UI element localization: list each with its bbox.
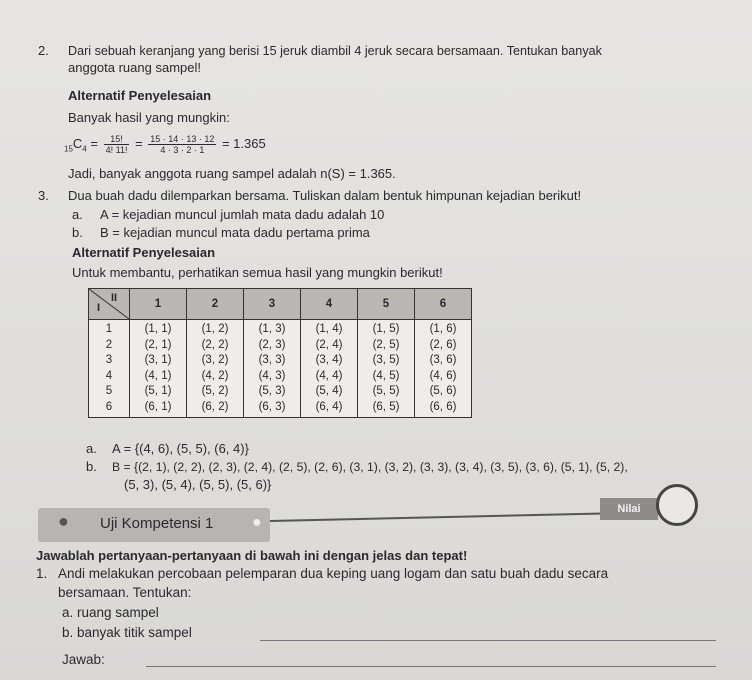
table-column-6 (415, 320, 472, 418)
table-cell: (5, 1) (144, 385, 172, 397)
table-cell: (2, 6) (429, 338, 457, 351)
q3-a-text: A = kejadian muncul jumlah mata dadu adalah 10 (100, 207, 385, 222)
banner-end-icon: ● (252, 514, 262, 531)
table-cell: (5, 5) (372, 385, 400, 397)
table-body-row (89, 320, 472, 418)
q2-formula (64, 133, 266, 161)
nilai-score-circle (656, 484, 698, 526)
table-cell: (5, 3) (258, 385, 286, 397)
uk1-number: 1. (36, 566, 48, 581)
uk1-item-a: a. ruang sampel (62, 605, 159, 620)
table-cell: (6, 4) (315, 400, 343, 413)
column-header: 4 (301, 289, 358, 320)
column-header: 6 (415, 289, 472, 320)
answer-b-line2: (5, 3), (5, 4), (5, 5), (5, 6)} (124, 477, 272, 492)
row-header: 4 (105, 369, 113, 382)
row-headers (89, 320, 130, 418)
fraction-factorial (104, 134, 130, 155)
formula-eq1: = (90, 136, 98, 151)
uk1-item-b: b. banyak titik sampel (62, 625, 192, 640)
section-title: Uji Kompetensi 1 (100, 515, 214, 532)
table-cell: (4, 6) (429, 369, 457, 382)
uk1-jawab: Jawab: (62, 652, 105, 667)
table-cell: (6, 6) (429, 400, 457, 413)
table-cell: (4, 2) (201, 369, 229, 382)
fraction-num: 15 · 14 · 13 · 12 (150, 134, 215, 145)
table-cell: (1, 2) (201, 323, 229, 335)
table-header-row (89, 289, 472, 320)
q2-alt-heading: Alternatif Penyelesaian (68, 88, 212, 103)
table-cell: (6, 5) (372, 400, 400, 413)
q2-intro: Banyak hasil yang mungkin: (68, 110, 230, 125)
table-cell: (3, 1) (144, 354, 172, 366)
table-cell: (5, 2) (201, 385, 229, 397)
fraction-den: 4 · 3 · 2 · 1 (160, 145, 205, 156)
column-header: 2 (187, 289, 244, 320)
table-cell: (1, 5) (372, 323, 400, 335)
row-header: 6 (105, 400, 113, 413)
formula-r: 4 (82, 144, 87, 154)
row-header: 1 (105, 323, 113, 335)
table-cell: (3, 5) (372, 354, 400, 366)
table-cell: (2, 1) (144, 338, 172, 351)
corner-label-i: I (97, 302, 101, 314)
q2-text-line2: anggota ruang sampel! (68, 60, 201, 75)
q2-conclusion: Jadi, banyak anggota ruang sampel adalah n(S) = 1.365. (68, 166, 396, 181)
fraction-num: 15! (104, 134, 130, 145)
column-header: 5 (358, 289, 415, 320)
q3-b-label: b. (72, 225, 83, 240)
q3-a-label: a. (72, 207, 83, 222)
formula-n: 15 (64, 144, 73, 154)
table-cell: (3, 4) (315, 354, 343, 366)
uk1-text-line2: bersamaan. Tentukan: (58, 585, 192, 600)
table-cell: (2, 2) (201, 338, 229, 351)
formula-c: C (72, 136, 83, 151)
banner-icon: ● (58, 511, 69, 531)
answer-b-line1: B = {(2, 1), (2, 2), (2, 3), (2, 4), (2, 5), (2, 6), (3, 1), (3, 2), (3, 3), (3, 4), (3, 5), (3, 6), (5, 1), (5, 2), (112, 460, 628, 474)
q2-text-line1: Dari sebuah keranjang yang berisi 15 jeruk diambil 4 jeruk secara bersamaan. Tentukan banyak (68, 44, 602, 58)
table-column-1 (130, 320, 187, 418)
table-cell: (4, 5) (372, 369, 400, 382)
table-corner (89, 289, 130, 320)
table-cell: (6, 3) (258, 400, 286, 413)
table-cell: (1, 3) (258, 323, 286, 335)
table-cell: (2, 3) (258, 338, 286, 351)
table-cell: (6, 1) (144, 400, 172, 413)
table-cell: (4, 3) (258, 369, 286, 382)
dice-outcomes-table (88, 288, 472, 418)
table-column-5 (358, 320, 415, 418)
table-cell: (5, 6) (429, 385, 457, 397)
q3-intro: Untuk membantu, perhatikan semua hasil yang mungkin berikut! (72, 265, 443, 280)
table-cell: (1, 4) (315, 323, 343, 335)
table-cell: (5, 4) (315, 385, 343, 397)
section-instruction: Jawablah pertanyaan-pertanyaan di bawah ini dengan jelas dan tepat! (36, 548, 468, 563)
table-cell: (3, 2) (201, 354, 229, 366)
answer-a-label: a. (86, 441, 97, 456)
q3-b-text: B = kejadian muncul mata dadu pertama prima (100, 225, 370, 240)
row-header: 5 (105, 385, 113, 397)
table-column-3 (244, 320, 301, 418)
column-header: 1 (130, 289, 187, 320)
nilai-label: Nilai (617, 503, 641, 515)
answer-writing-line (146, 666, 716, 667)
q3-text: Dua buah dadu dilemparkan bersama. Tuliskan dalam bentuk himpunan kejadian berikut! (68, 188, 582, 203)
table-cell: (3, 6) (429, 354, 457, 366)
row-header: 2 (105, 338, 113, 351)
uk1-text-line1: Andi melakukan percobaan pelemparan dua keping uang logam dan satu buah dadu secara (58, 566, 609, 581)
formula-result: = 1.365 (221, 136, 266, 151)
answer-b-label: b. (86, 459, 97, 474)
table-cell: (4, 1) (144, 369, 172, 382)
q3-alt-heading: Alternatif Penyelesaian (72, 245, 216, 260)
formula-eq2: = (135, 136, 143, 151)
table-cell: (1, 6) (429, 323, 457, 335)
table-column-2 (187, 320, 244, 418)
nilai-label-box (600, 498, 658, 520)
q2-number: 2. (38, 43, 49, 58)
fraction-product (148, 134, 216, 155)
answer-writing-line (260, 640, 716, 641)
answer-a-text: A = {(4, 6), (5, 5), (6, 4)} (112, 441, 249, 456)
row-header: 3 (105, 354, 113, 366)
table-cell: (3, 3) (258, 354, 286, 366)
table-column-4 (301, 320, 358, 418)
column-header: 3 (244, 289, 301, 320)
q3-number: 3. (38, 188, 49, 203)
table-cell: (4, 4) (315, 369, 343, 382)
table-cell: (6, 2) (201, 400, 229, 413)
table-cell: (2, 4) (315, 338, 343, 351)
table-cell: (1, 1) (144, 323, 172, 335)
table-cell: (2, 5) (372, 338, 400, 351)
fraction-den: 4! 11! (105, 145, 128, 156)
corner-label-ii: II (111, 292, 118, 304)
corner-diagonal (89, 289, 129, 319)
